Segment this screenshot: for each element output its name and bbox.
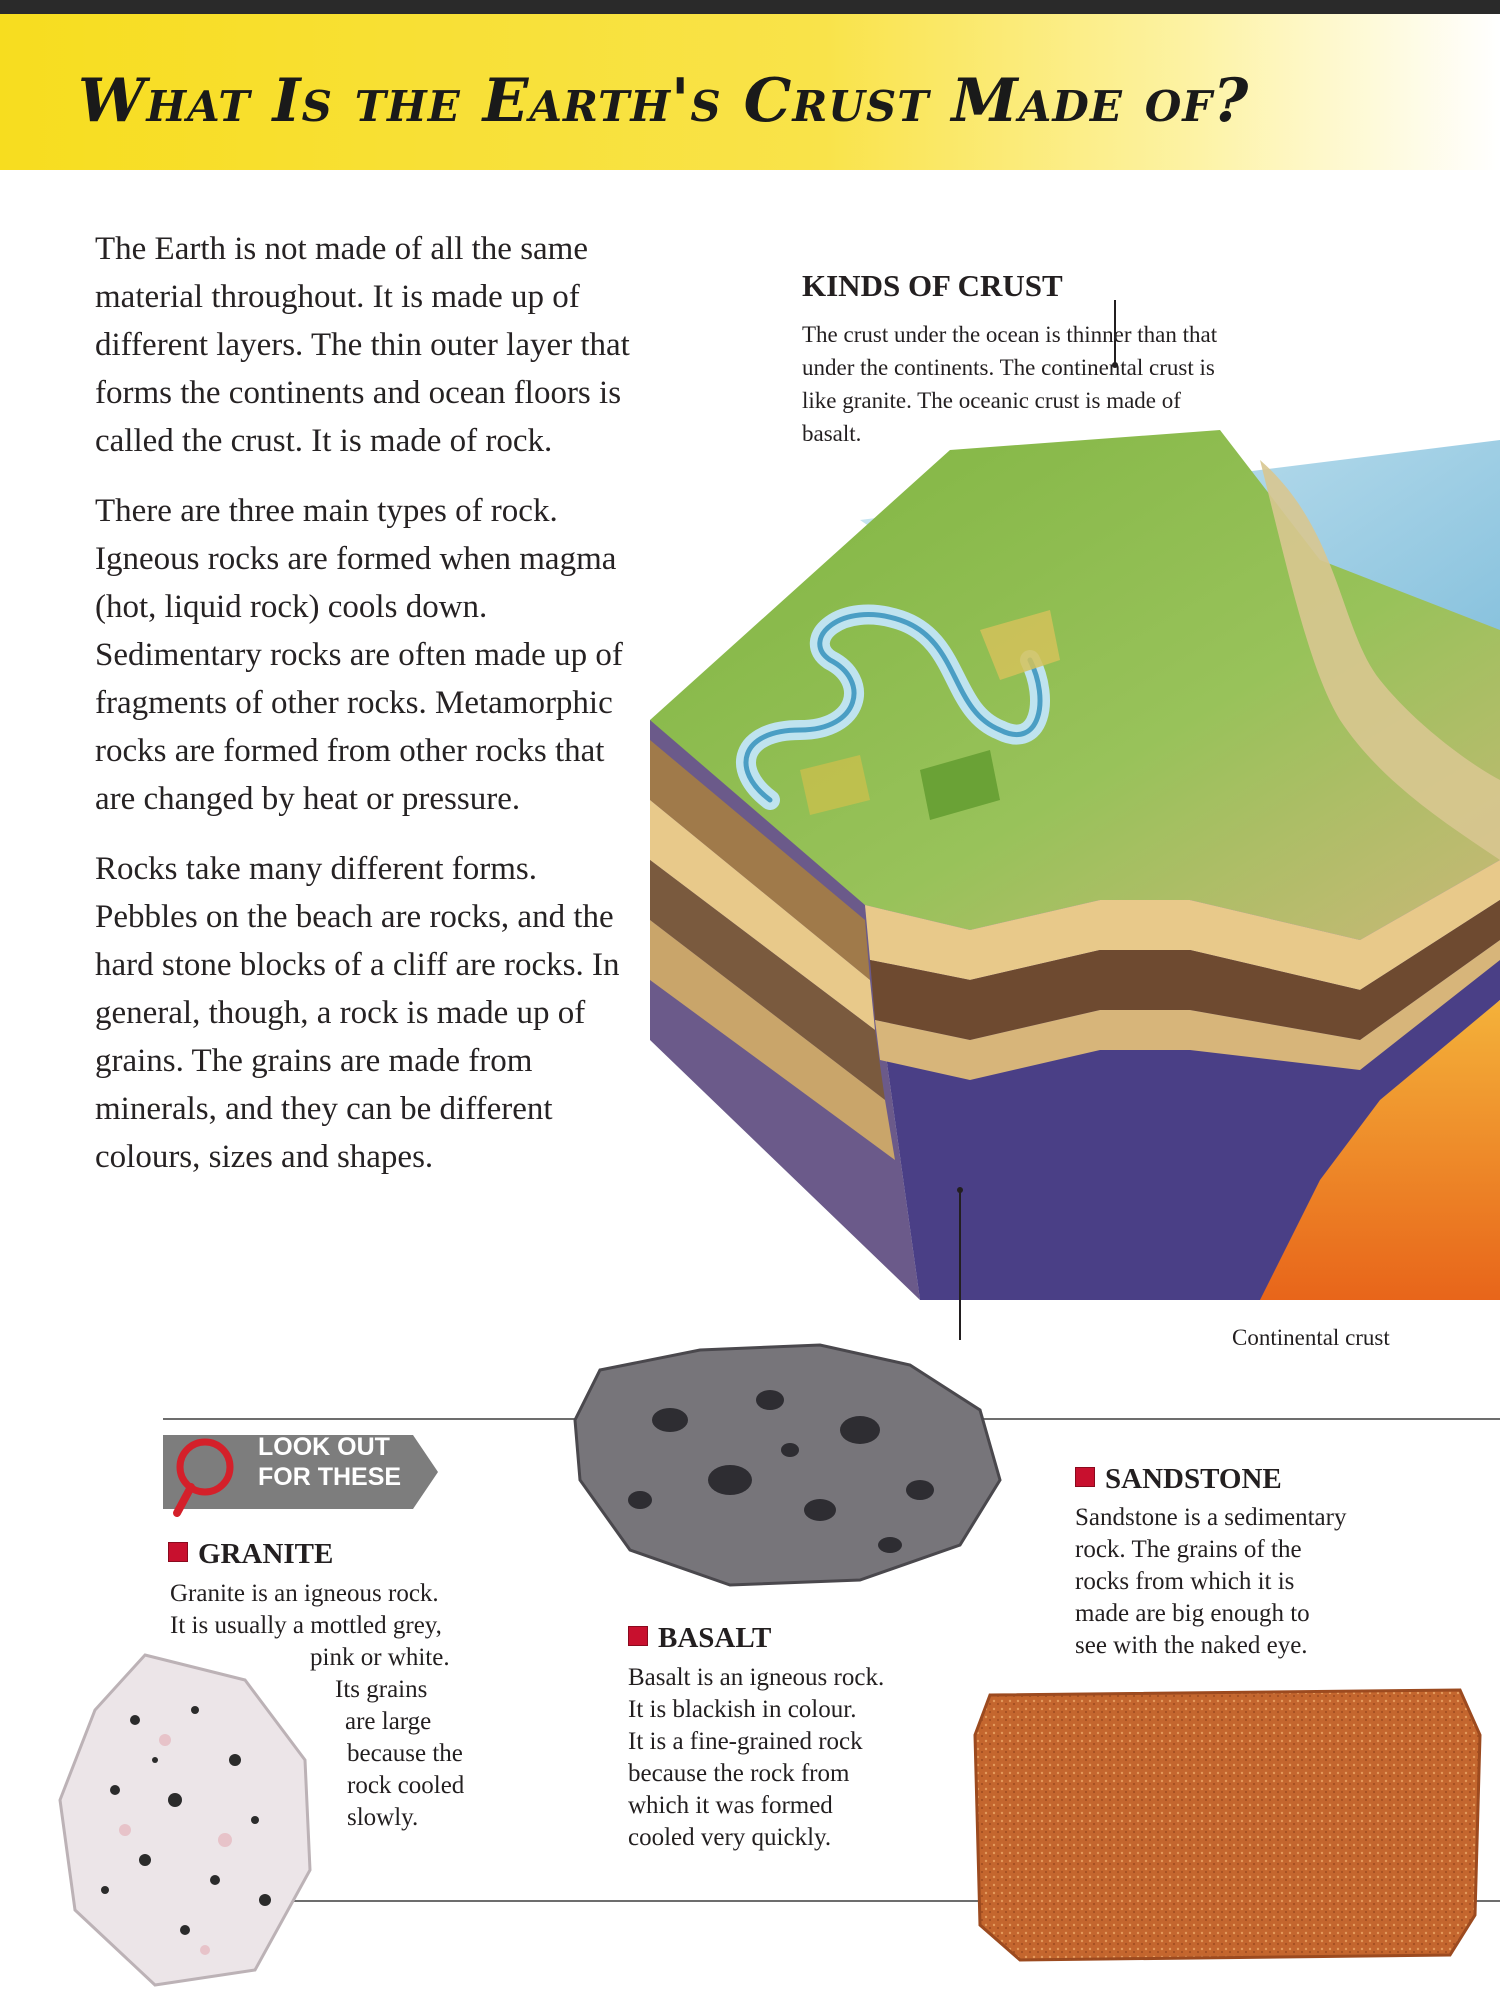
kinds-of-crust-heading: KINDS OF CRUST	[802, 268, 1063, 303]
granite-rock-image	[55, 1650, 325, 1990]
sandstone-name: SANDSTONE	[1105, 1463, 1282, 1495]
granite-line-7: rock cooled	[347, 1772, 465, 1799]
sandstone-line-5: see with the naked eye.	[1075, 1632, 1308, 1659]
granite-heading	[168, 1538, 333, 1571]
title-band	[0, 14, 1500, 170]
granite-line-5: are large	[345, 1708, 432, 1735]
basalt-heading	[628, 1622, 771, 1655]
basalt-line-3: It is a fine-grained rock	[628, 1728, 863, 1755]
look-out-label: LOOK OUT FOR THESE	[258, 1433, 402, 1491]
continental-crust-label: Continental crust	[1232, 1325, 1390, 1350]
basalt-line-2: It is blackish in colour.	[628, 1696, 857, 1723]
basalt-rock-image	[560, 1330, 1010, 1595]
crust-cutaway-illustration	[620, 300, 1500, 1360]
basalt-line-4: because the rock from	[628, 1760, 850, 1787]
sandstone-heading	[1075, 1463, 1282, 1496]
sandstone-line-2: rock. The grains of the	[1075, 1536, 1302, 1563]
granite-line-1: Granite is an igneous rock.	[170, 1580, 439, 1607]
bullet-icon	[628, 1626, 648, 1646]
intro-paragraph-3: Rocks take many different forms. Pebbles on the beach are rocks, and the hard stone blocks of a cliff are rocks. In general, though, a rock is made up of grains. The grains are made from minerals, and they can be different colours, sizes and shapes.	[95, 851, 620, 1175]
granite-line-6: because the	[347, 1740, 463, 1767]
granite-name: GRANITE	[198, 1538, 334, 1570]
intro-text	[95, 225, 635, 1203]
sandstone-line-4: made are big enough to	[1075, 1600, 1310, 1627]
sandstone-line-3: rocks from which it is	[1075, 1568, 1295, 1595]
granite-line-2: It is usually a mottled grey,	[170, 1612, 442, 1639]
granite-line-4: Its grains	[335, 1676, 428, 1703]
top-edge-bar	[0, 0, 1500, 14]
sandstone-rock-image	[960, 1675, 1490, 1965]
basalt-description	[628, 1662, 884, 1854]
sandstone-line-1: Sandstone is a sedimentary	[1075, 1504, 1347, 1531]
basalt-line-6: cooled very quickly.	[628, 1824, 832, 1851]
basalt-line-5: which it was formed	[628, 1792, 833, 1819]
bullet-icon	[168, 1542, 188, 1562]
intro-paragraph-2: There are three main types of rock. Igneous rocks are formed when magma (hot, liquid rock) cools down. Sedimentary rocks are often made up of fragments of other rocks. Metamorphic rocks are formed from other rocks that are changed by heat or pressure.	[95, 493, 623, 817]
intro-paragraph-1: The Earth is not made of all the same material throughout. It is made up of different layers. The thin outer layer that forms the continents and ocean floors is called the crust. It is made of rock.	[95, 231, 630, 459]
basalt-name: BASALT	[658, 1622, 772, 1654]
page-title: What Is the Earth's Crust Made of?	[78, 66, 1250, 136]
granite-line-8: slowly.	[347, 1804, 419, 1831]
basalt-line-1: Basalt is an igneous rock.	[628, 1664, 885, 1691]
granite-line-3: pink or white.	[310, 1644, 450, 1671]
kinds-of-crust-description: The crust under the ocean is thinner than that under the continents. The continental crust is like granite. The oceanic crust is made of basalt.	[802, 322, 1218, 446]
bullet-icon	[1075, 1467, 1095, 1487]
sandstone-description	[1075, 1502, 1346, 1662]
